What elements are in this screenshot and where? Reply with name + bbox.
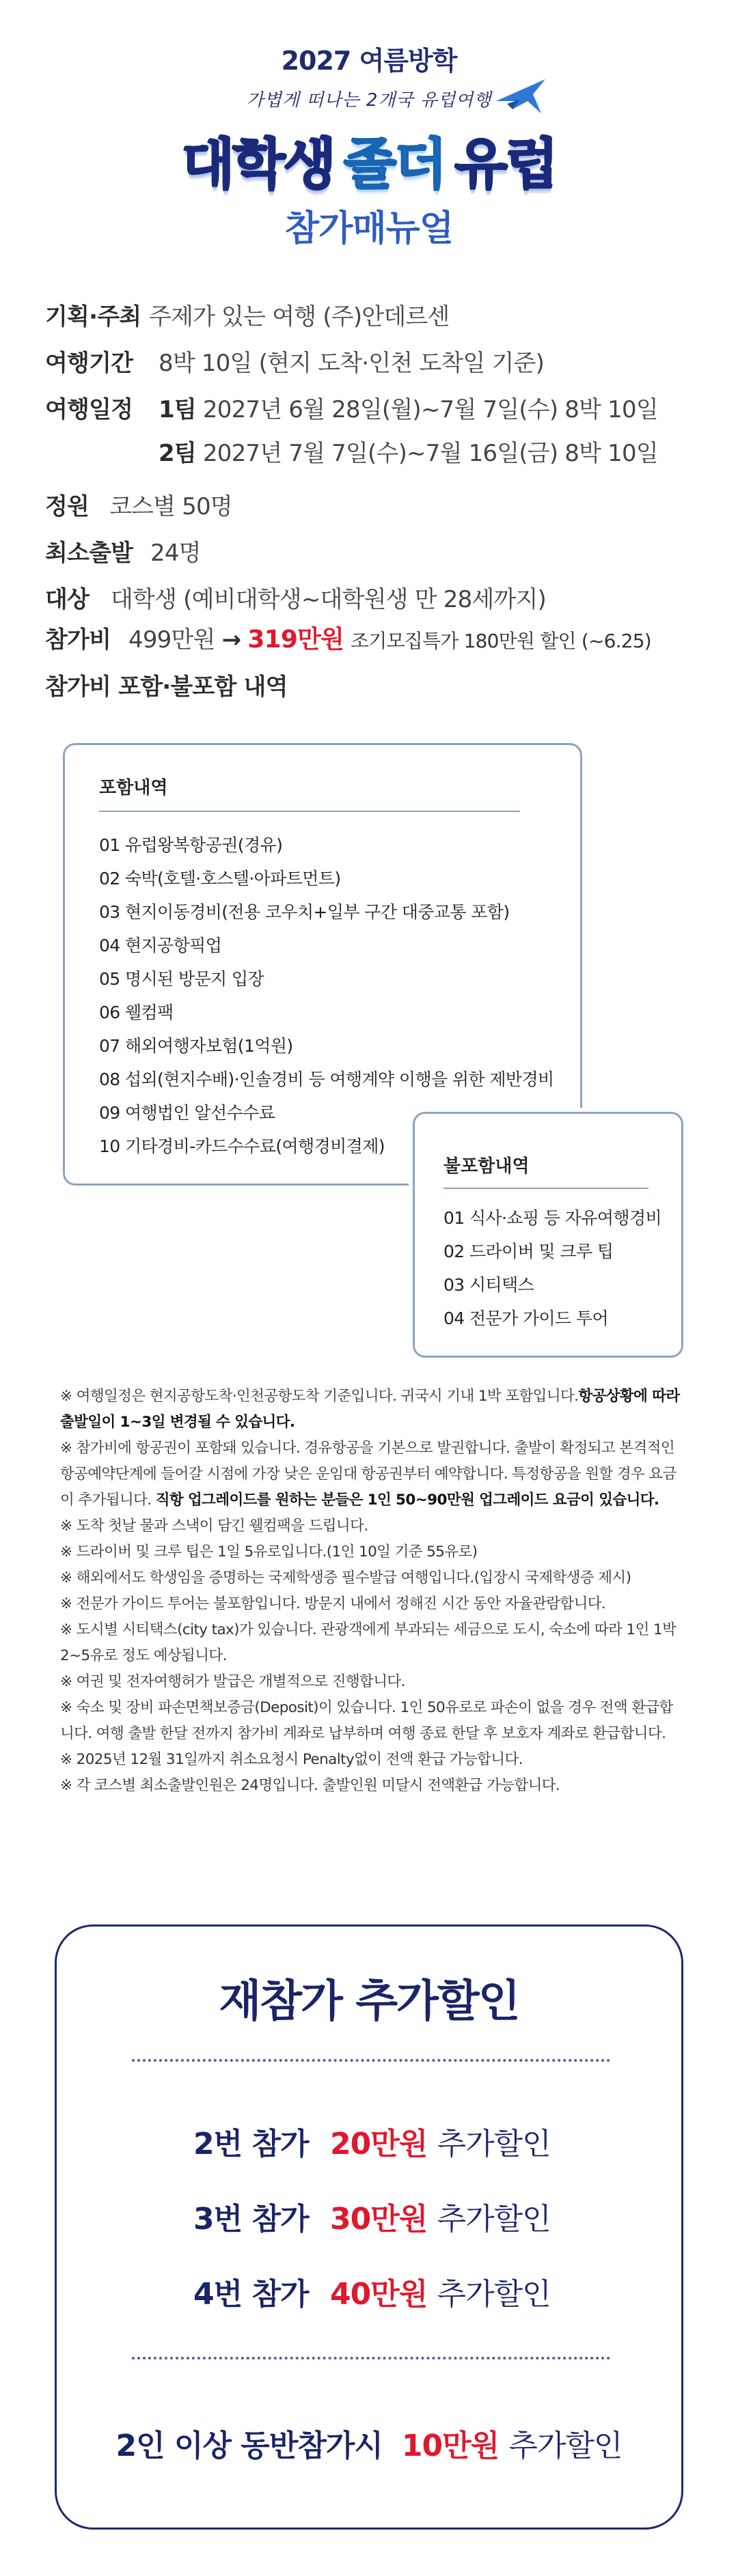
team2-value: 2027년 7월 7일(수)~7월 16일(금) 8박 10일	[202, 440, 658, 467]
included-item: 10 기타경비-카드수수료(여행경비결제)	[99, 1136, 385, 1156]
team1-label: 1팀	[159, 396, 196, 423]
schedule-label: 여행일정	[45, 396, 133, 423]
discount-label: 2번 참가	[193, 2127, 309, 2161]
note-item: ※ 각 코스별 최소출발인원은 24명입니다. 출발인원 미달시 전액환급 가능합니다.	[60, 1777, 560, 1794]
airplane-icon	[492, 74, 549, 122]
organizer-label: 기획·주최	[45, 303, 141, 331]
discount-amount: 30만원	[330, 2202, 428, 2237]
included-title: 포함내역	[99, 778, 168, 798]
companion-label: 2인 이상 동반참가시	[115, 2428, 383, 2463]
min-value: 24명	[150, 540, 201, 567]
discount-suffix: 추가할인	[437, 2202, 551, 2237]
main-title	[0, 120, 738, 199]
discount-box	[55, 1924, 683, 2530]
discount-row	[193, 2194, 551, 2238]
incl-heading: 참가비 포함·불포함 내역	[45, 673, 288, 701]
team2-label: 2팀	[159, 440, 196, 467]
discount-row	[193, 2269, 551, 2313]
team1-value: 2027년 6월 28일(월)~7월 7일(수) 8박 10일	[202, 396, 658, 423]
target-label: 대상	[45, 586, 90, 613]
discount-title: 재참가 추가할인	[219, 1976, 519, 2027]
note-item: ※ 여권 및 전자여행허가 발급은 개별적으로 진행합니다.	[60, 1673, 405, 1690]
note-item: ※ 2025년 12월 31일까지 취소요청시 Penalty없이 전액 환급 가능합니다.	[60, 1751, 523, 1768]
excluded-title: 불포함내역	[443, 1156, 530, 1177]
discount-divider	[132, 2357, 610, 2360]
main-title-part1: 대학생	[182, 132, 334, 196]
fee-label: 참가비	[45, 626, 111, 654]
discount-label: 4번 참가	[193, 2277, 309, 2312]
included-item: 03 현지이동경비(전용 코우치+일부 구간 대중교통 포함)	[99, 902, 510, 922]
fee-early-discount: 조기모집특가 180만원 할인 (~6.25)	[351, 630, 651, 652]
discount-suffix: 추가할인	[437, 2277, 551, 2312]
included-item: 07 해외여행자보험(1억원)	[99, 1036, 293, 1056]
discount-amount: 40만원	[330, 2277, 428, 2312]
excluded-item: 04 전문가 가이드 투어	[443, 1308, 609, 1328]
header-tagline: 가볍게 떠나는 2개국 유럽여행	[246, 90, 492, 111]
note-emphasis: 항공상황에 따라 출발일이 1~3일 변경될 수 있습니다.	[60, 1388, 680, 1431]
manual-title: 참가매뉴얼	[284, 208, 454, 249]
note-item: ※ 도착 첫날 물과 스낵이 담긴 웰컴팩을 드립니다.	[60, 1517, 368, 1535]
note-item: ※ 해외에서도 학생임을 증명하는 국제학생증 필수발급 여행입니다.(입장시 국제학생증 제시)	[60, 1569, 631, 1586]
main-title-part3: 유럽	[454, 132, 556, 196]
excluded-divider	[443, 1188, 648, 1189]
note-item: ※ 여행일정은 현지공항도착·인천공항도착 기준입니다. 귀국시 기내 1박 포함입니다.항공상황에 따라 출발일이 1~3일 변경될 수 있습니다.	[60, 1388, 680, 1431]
included-divider	[99, 811, 520, 812]
capacity-row	[45, 488, 232, 521]
companion-discount-row	[57, 2421, 681, 2465]
note-item: ※ 드라이버 및 크루 팁은 1일 5유로입니다.(1인 10일 기준 55유로)	[60, 1543, 478, 1560]
organizer-value: 주제가 있는 여행 (주)안데르센	[149, 303, 450, 331]
fee-row	[45, 620, 651, 655]
schedule-row	[45, 391, 658, 424]
included-item: 02 숙박(호텔·호스텔·아파트먼트)	[99, 869, 341, 888]
target-value: 대학생 (예비대학생~대학원생 만 28세까지)	[111, 586, 547, 613]
discount-divider	[132, 2059, 610, 2062]
excluded-item: 03 시티택스	[443, 1275, 534, 1295]
note-item: ※ 참가비에 항공권이 포함돼 있습니다. 경유항공을 기본으로 발권합니다. 출발이 확정되고 본격적인 항공예약단계에 들어갈 시점에 가장 낮은 운임대 항공권부터 예약합니다. 특정항공을 원할 경우 요금이 추가됩니다. 직항 업그레이드를 원하는 분들은 1인 50~90만원 업그레이드 요금이 있습니다.	[60, 1440, 676, 1509]
capacity-value: 코스별 50명	[109, 493, 232, 520]
header	[0, 0, 738, 273]
arrow-icon: →	[221, 626, 241, 654]
discount-label: 3번 참가	[193, 2202, 309, 2237]
target-row	[45, 580, 546, 614]
min-label: 최소출발	[45, 540, 133, 567]
note-item: ※ 전문가 가이드 투어는 불포함입니다. 방문지 내에서 정해진 시간 동안 자율관람합니다.	[60, 1595, 606, 1612]
excluded-box	[413, 1112, 683, 1358]
included-item: 05 명시된 방문지 입장	[99, 969, 264, 989]
note-item: ※ 숙소 및 장비 파손면책보증금(Deposit)이 있습니다. 1인 50유로로 파손이 없을 경우 전액 환급합니다. 여행 출발 한달 전까지 참가비 계좌로 납부하며 여행 종료 한달 후 보호자 계좌로 환급합니다.	[60, 1699, 673, 1742]
schedule-row-2	[159, 434, 658, 468]
fee-price: 319만원	[247, 626, 344, 654]
companion-amount: 10만원	[401, 2428, 500, 2463]
excluded-list	[443, 1201, 661, 1335]
included-item: 09 여행법인 알선수수료	[99, 1103, 275, 1123]
included-item: 04 현지공항픽업	[99, 936, 222, 955]
excluded-item: 01 식사·쇼핑 등 자유여행경비	[443, 1208, 662, 1228]
note-item: ※ 도시별 시티택스(city tax)가 있습니다. 관광객에게 부과되는 세금으로 도시, 숙소에 따라 1인 1박 2~5유로 정도 예상됩니다.	[60, 1621, 676, 1664]
header-year: 2027 여름방학	[281, 46, 457, 76]
period-value: 8박 10일 (현지 도착·인천 도착일 기준)	[159, 350, 545, 377]
note-emphasis: 직항 업그레이드를 원하는 분들은 1인 50~90만원 업그레이드 요금이 있습니다.	[155, 1492, 659, 1509]
period-label: 여행기간	[45, 350, 133, 377]
discount-suffix: 추가할인	[437, 2127, 551, 2161]
notes	[60, 1384, 683, 1799]
incl-heading-row	[45, 668, 288, 701]
discount-row	[193, 2119, 551, 2163]
period-row	[45, 344, 544, 378]
organizer-row	[45, 298, 449, 331]
discount-amount: 20만원	[330, 2127, 428, 2161]
capacity-label: 정원	[45, 493, 90, 520]
included-item: 06 웰컴팩	[99, 1003, 174, 1022]
included-item: 08 섭외(현지수배)·인솔경비 등 여행계약 이행을 위한 제반경비	[99, 1069, 554, 1089]
min-row	[45, 534, 201, 568]
excluded-item: 02 드라이버 및 크루 팁	[443, 1242, 614, 1261]
companion-suffix: 추가할인	[508, 2428, 623, 2463]
fee-original: 499만원	[128, 626, 215, 654]
included-item: 01 유럽왕복항공권(경유)	[99, 835, 283, 855]
main-title-part2: 졸더	[343, 132, 446, 196]
